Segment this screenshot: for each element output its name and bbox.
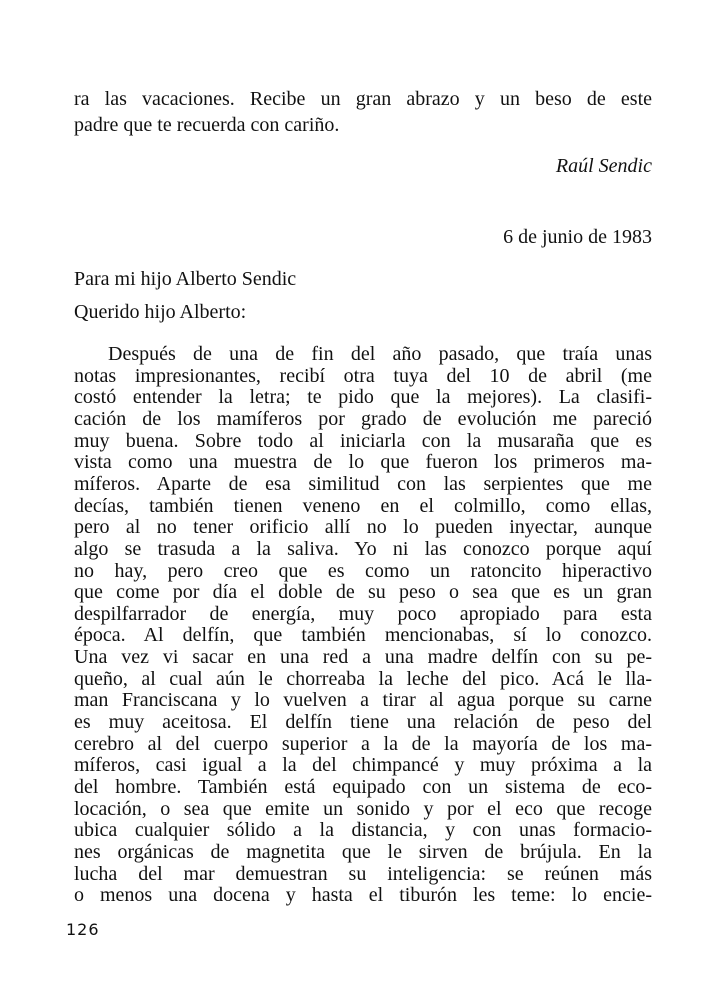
intro-line: padre que te recuerda con cariño. [74, 114, 340, 136]
body-line: míferos, casi igual a la del chimpancé y muy próxima a la [74, 754, 652, 777]
body-line: algo se trasuda a la saliva. Yo ni las conozco porque aquí [74, 537, 652, 560]
body-line: Una vez vi sacar en una red a una madre delfín con su pe- [74, 646, 652, 669]
intro-line: ra las vacaciones. Recibe un gran abrazo y un beso de este [74, 88, 652, 110]
body-line: despilfarrador de energía, muy poco apropiado para esta [74, 602, 652, 625]
body-line: que come por día el doble de su peso o sea que es un gran [74, 581, 652, 604]
body-line: lucha del mar demuestran su inteligencia: se reúnen más [74, 862, 652, 885]
body-line: decías, también tienen veneno en el colmillo, como ellas, [74, 494, 652, 517]
body-line: ubica cualquier sólido a la distancia, y con unas formacio- [74, 819, 652, 842]
body-line: no hay, pero creo que es como un ratoncito hiperactivo [74, 559, 652, 582]
body-line: cerebro al del cuerpo superior a la de la mayoría de los ma- [74, 732, 652, 755]
body-line: del hombre. También está equipado con un sistema de eco- [74, 776, 652, 798]
body-line: época. Al delfín, que también mencionabas, sí lo conozco. [74, 624, 652, 647]
letter-date: 6 de junio de 1983 [503, 226, 652, 248]
body-line: pero al no tener orificio allí no lo pueden inyectar, aunque [74, 516, 652, 539]
body-line: míferos. Aparte de esa similitud con las serpientes que me [74, 472, 652, 495]
body-line: nes orgánicas de magnetita que le sirven de brújula. En la [74, 840, 652, 863]
body-line: cación de los mamíferos por grado de evolución me pareció [74, 407, 652, 430]
body-line: man Franciscana y lo vuelven a tirar al agua porque su carne [74, 689, 652, 712]
body-line: vista como una muestra de lo que fueron los primeros ma- [74, 451, 652, 474]
page-number: 126 [66, 920, 100, 939]
body-line: Después de una de fin del año pasado, que traía unas [108, 343, 652, 365]
salutation: Querido hijo Alberto: [74, 301, 247, 323]
body-line: queño, al cual aún le chorreaba la leche del pico. Acá le lla- [74, 667, 652, 690]
body-line: es muy aceitosa. El delfín tiene una relación de peso del [74, 711, 652, 734]
body-line: locación, o sea que emite un sonido y por el eco que recoge [74, 797, 652, 820]
body-line: o menos una docena y hasta el tiburón les teme: lo encie- [74, 884, 652, 907]
body-line: costó entender la letra; te pido que la mejores). La clasifi- [74, 386, 652, 409]
recipient-line: Para mi hijo Alberto Sendic [74, 268, 297, 290]
body-line: notas impresionantes, recibí otra tuya del 10 de abril (me [74, 364, 652, 387]
body-line: muy buena. Sobre todo al iniciarla con la musaraña que es [74, 429, 652, 452]
signature: Raúl Sendic [555, 155, 652, 177]
